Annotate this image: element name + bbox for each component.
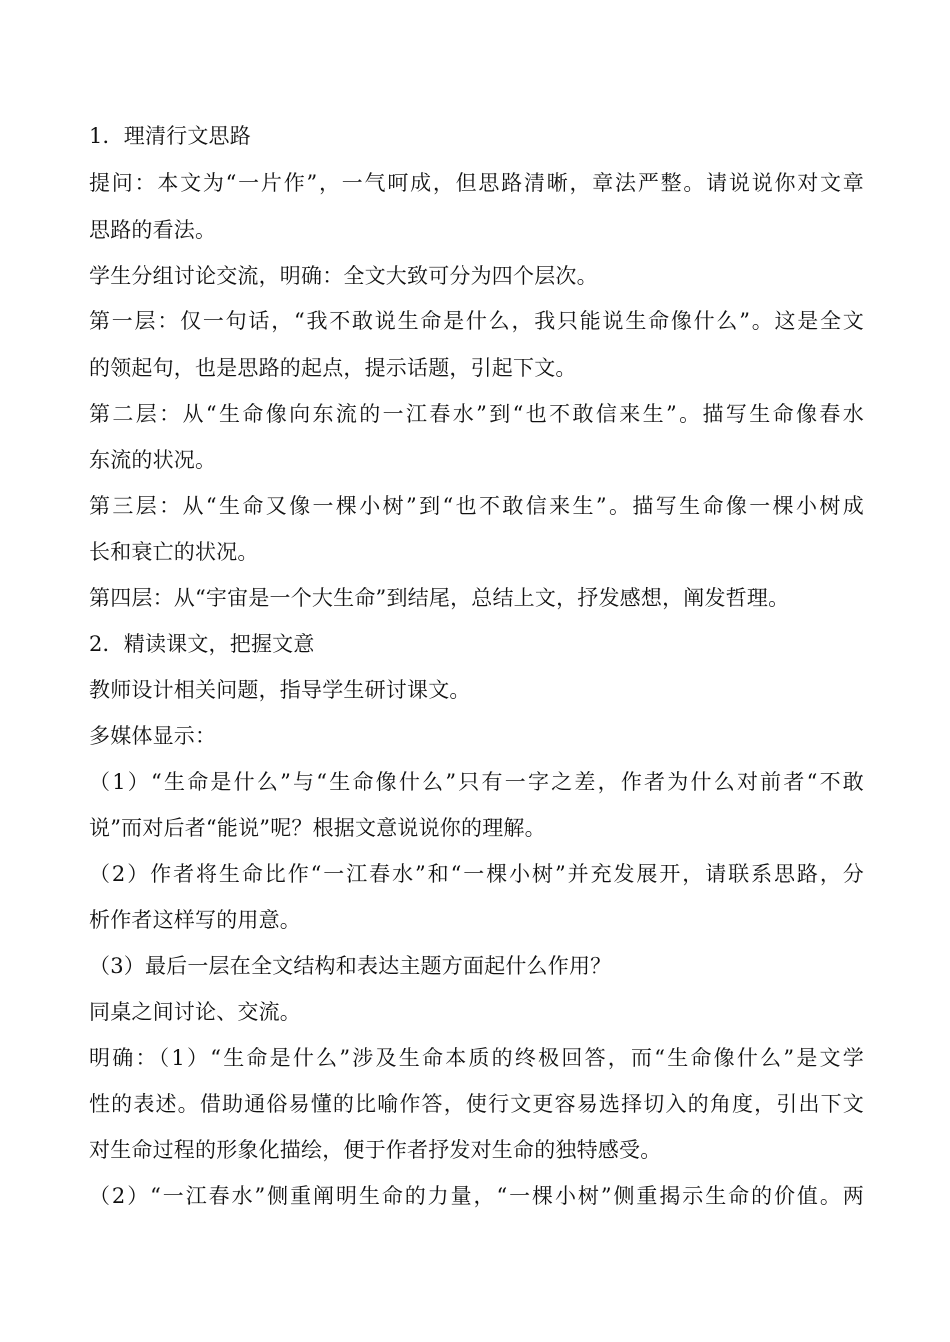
answer-line: 性的表述。借助通俗易懂的比喻作答，使行文更容易选择切入的角度，引出下文 (89, 1092, 864, 1116)
paragraph-line: 第一层：仅一句话，“我不敢说生命是什么，我只能说生命像什么”。这是全文 (89, 309, 864, 333)
paragraph-line: 的领起句，也是思路的起点，提示话题，引起下文。 (89, 356, 577, 380)
paragraph-line: 同桌之间讨论、交流。 (89, 1000, 301, 1024)
heading-section-1: 1．理清行文思路 (89, 124, 251, 148)
question-line: （3）最后一层在全文结构和表达主题方面起什么作用？ (89, 954, 612, 978)
paragraph-line: 教师设计相关问题，指导学生研讨课文。 (89, 678, 471, 702)
paragraph-line: 第四层：从“宇宙是一个大生命”到结尾，总结上文，抒发感想，阐发哲理。 (89, 586, 790, 610)
answer-line: （2）“一江春水”侧重阐明生命的力量，“一棵小树”侧重揭示生命的价值。两 (89, 1184, 864, 1208)
heading-section-2: 2．精读课文，把握文意 (89, 632, 315, 656)
paragraph-line: 东流的状况。 (89, 448, 217, 472)
question-line: 析作者这样写的用意。 (89, 908, 301, 932)
question-line: （2）作者将生命比作“一江春水”和“一棵小树”并充发展开，请联系思路，分 (89, 862, 864, 886)
paragraph-line: 多媒体显示： (89, 724, 217, 748)
paragraph-line: 学生分组讨论交流，明确：全文大致可分为四个层次。 (89, 264, 598, 288)
paragraph-line: 第三层：从“生命又像一棵小树”到“也不敢信来生”。描写生命像一棵小树成 (89, 494, 864, 518)
answer-line: 对生命过程的形象化描绘，便于作者抒发对生命的独特感受。 (89, 1138, 662, 1162)
question-line: （1）“生命是什么”与“生命像什么”只有一字之差，作者为什么对前者“不敢 (89, 770, 864, 794)
question-line: 说”而对后者“能说”呢？根据文意说说你的理解。 (89, 816, 546, 840)
paragraph-line: 第二层：从“生命像向东流的一江春水”到“也不敢信来生”。描写生命像春水 (89, 402, 864, 426)
paragraph-line: 思路的看法。 (89, 218, 217, 242)
answer-line: 明确：（1）“生命是什么”涉及生命本质的终极回答，而“生命像什么”是文学 (89, 1046, 864, 1070)
paragraph-line: 提问：本文为“一片作”，一气呵成，但思路清晰，章法严整。请说说你对文章 (89, 171, 864, 195)
paragraph-line: 长和衰亡的状况。 (89, 540, 259, 564)
